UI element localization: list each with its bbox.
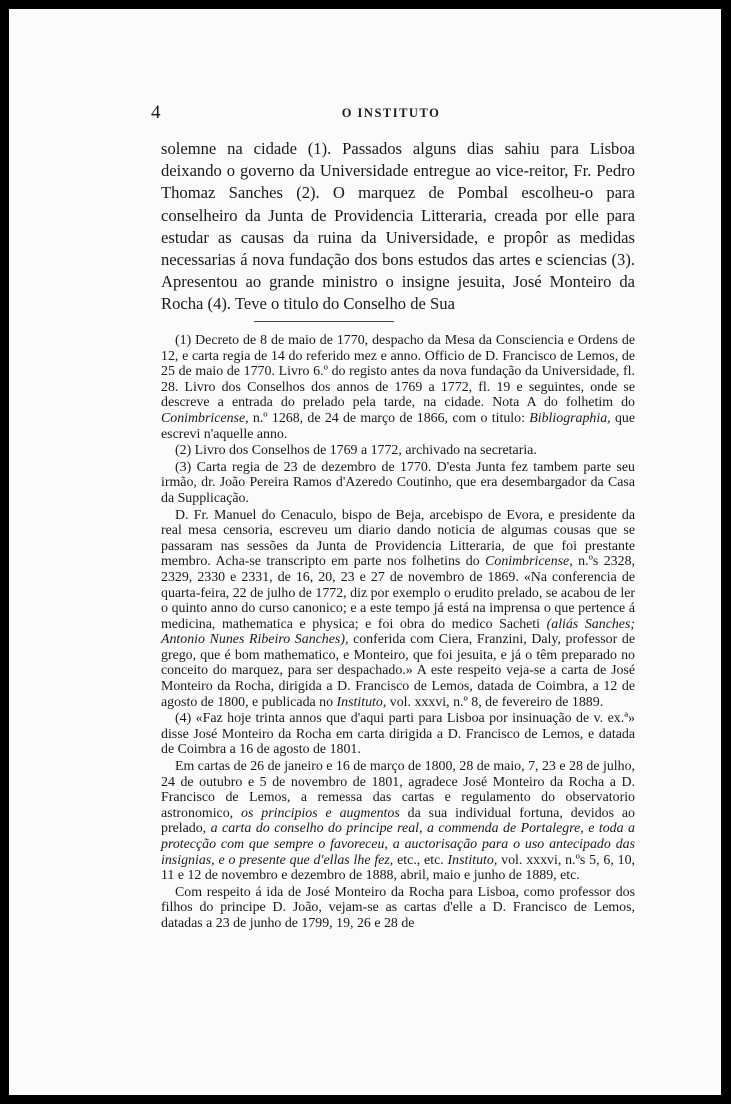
footnote-4-final: Com respeito á ida de José Monteiro da Rocha para Lisboa, como professor dos filhos do principe D. João, vejam-se as cartas d'elle a D. Francisco de Lemos, datadas a 23 de junho de 1799, 19, 26 e 28 de [161, 884, 635, 931]
main-text [161, 138, 635, 316]
footnote-4-continued: Em cartas de 26 de janeiro e 16 de março de 1800, 28 de maio, 7, 23 e 28 de julho, 24 de outubro e 5 de novembro de 1801, agradece José Monteiro da Rocha a D. Francisco de Lemos, a remessa das cartas e regulamento do observatorio astronomico, os principios e augmentos da sua individual fortuna, devidos ao prelado, a carta do conselho do principe real, a commenda de Portalegre, e toda a protecção com que sempre o favoreceu, a auctorisação para o uso antecipado das insignias, e o presente que d'ellas lhe fez, etc., etc. Instituto, vol. xxxvi, n.ºs 5, 6, 10, 11 e 12 de novembro e dezembro de 1888, abril, maio e junho de 1889, etc. [161, 759, 636, 884]
footnote-3: (3) Carta regia de 23 de dezembro de 1770. D'esta Junta fez tambem parte seu irmão, dr. João Pereira Ramos d'Azeredo Coutinho, que era desembargador da Casa da Supplicação. [161, 459, 635, 506]
body-paragraph: solemne na cidade (1). Passados alguns dias sahiu para Lisboa deixando o governo da Universidade entregue ao vice-reitor, Fr. Pedro Thomaz Sanches (2). O marquez de Pombal escolheu-o para conselheiro da Junta de Providencia Litteraria, creada por elle para estudar as causas da ruina da Universidade, e propôr as medidas necessarias á nova fundação dos bons estudos das artes e sciencias (3). Apresentou ao grande ministro o insigne jesuita, José Monteiro da Rocha (4). Teve o titulo do Conselho de Sua [161, 139, 635, 314]
page-header [151, 102, 631, 124]
footnote-4: (4) «Faz hoje trinta annos que d'aqui parti para Lisboa por insinuação de v. ex.ª» disse José Monteiro da Rocha em carta dirigida a D. Francisco de Lemos, e datada de Coimbra a 16 de agosto de 1801. [161, 711, 635, 758]
book-page [9, 9, 721, 1095]
footnote-2: (2) Livro dos Conselhos de 1769 a 1772, archivado na secretaria. [175, 443, 537, 459]
footnote-1: (1) Decreto de 8 de maio de 1770, despacho da Mesa da Consciencia e Ordens de 12, e carta regia de 14 do referido mez e anno. Officio de D. Francisco de Lemos, de 25 de maio de 1770. Livro 6.º do registo antes da nova fundação da Universidade, fl. 28. Livro dos Conselhos dos annos de 1769 a 1772, fl. 19 e seguintes, onde se descreve a entrada do prelado pela tarde, na cidade. Nota A do folhetim do Conimbricense, n.º 1268, de 24 de março de 1866, com o titulo: Bibliographia, que escrevi n'aquelle anno. [161, 333, 635, 442]
footnotes [161, 333, 635, 933]
page-number: 4 [151, 102, 161, 123]
footnote-3-continued: D. Fr. Manuel do Cenaculo, bispo de Beja, arcebispo de Evora, e presidente da real mesa censoria, escreveu um diario dando noticia de algumas cousas que se passaram nas sessões da Junta de Providencia Litteraria, de que foi prestante membro. Acha-se transcripto em parte nos folhetins do Conimbricense, n.ºs 2328, 2329, 2330 e 2331, de 16, 20, 23 e 27 de novembro de 1869. «Na conferencia de quarta-feira, 22 de julho de 1772, diz por exemplo o erudito prelado, se acabou de ler o quinto anno do curso canonico; e a este tempo já está na imprensa o que pertence á medicina, mathematica e physica; e foi obra do medico Sacheti (aliás Sanches; Antonio Nunes Ribeiro Sanches), conferida com Ciera, Franzini, Daly, professor de grego, que é bom mathematico, e Monteiro, que foi jesuita, e já o têm preparado no conceito do marquez, para ser despachado.» A este respeito veja-se a carta de José Monteiro da Rocha, dirigida a D. Francisco de Lemos, datada de Coimbra, a 12 de agosto de 1800, e publicada no Instituto, vol. xxxvi, n.º 8, de fevereiro de 1889. [161, 507, 635, 710]
running-head: O INSTITUTO [341, 106, 441, 120]
footnote-separator [254, 321, 394, 322]
